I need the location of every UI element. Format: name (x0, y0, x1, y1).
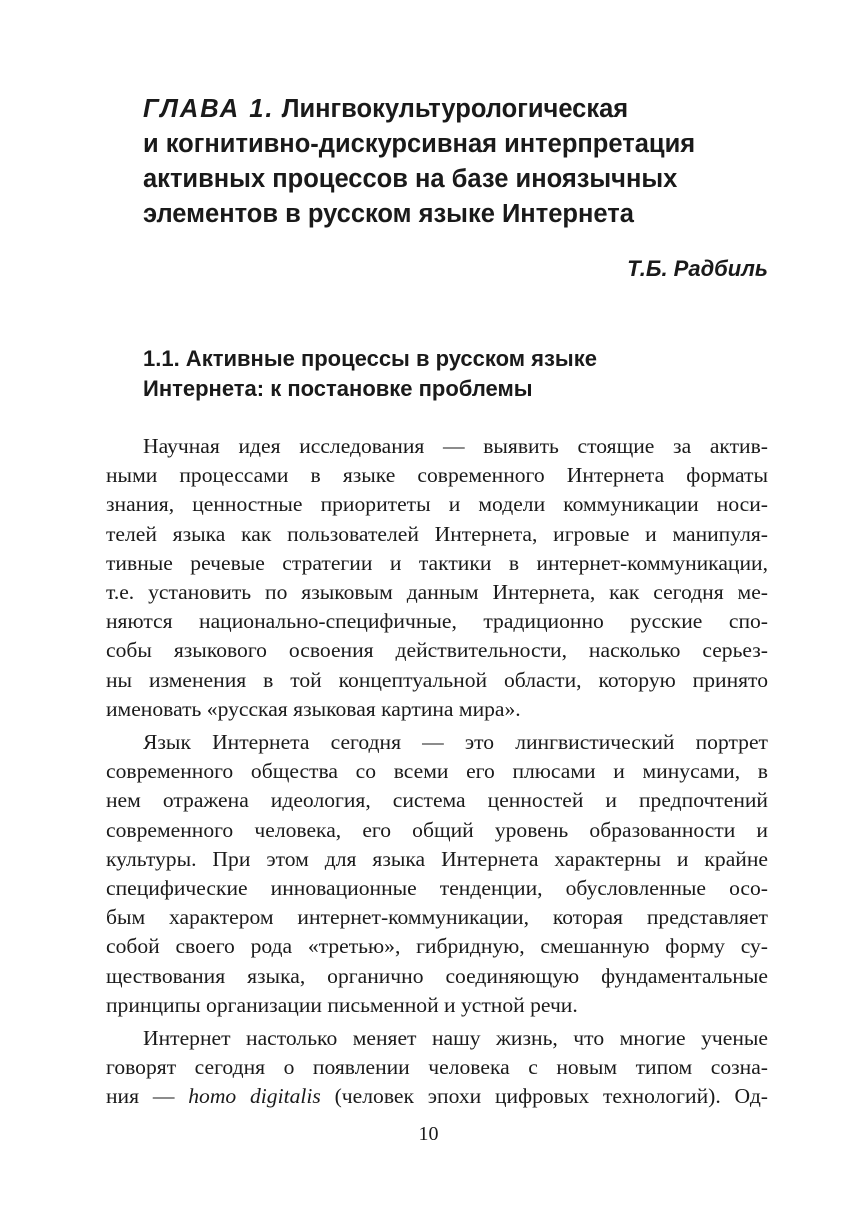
text-line: знания, ценностные приоритеты и модели коммуникации носи- (106, 492, 768, 517)
text-line: ны изменения в той концептуальной области, которую принято (106, 667, 768, 692)
text-line: современного общества со всеми его плюсами и минусами, в (106, 759, 768, 784)
text-line: тивные речевые стратегии и тактики в интернет-коммуникации, (106, 550, 768, 575)
text-line: культуры. При этом для языка Интернета характерны и крайне (106, 846, 768, 871)
text-line: Научная идея исследования — выявить стоящие за актив- (143, 434, 768, 458)
text-line: ными процессами в языке современного Интернета форматы (106, 463, 768, 488)
text-line: современного человека, его общий уровень образованности и (106, 817, 768, 842)
author-name: Т.Б. Радбиль (627, 256, 768, 281)
text-fragment: (человек эпохи цифровых технологий). Од- (320, 1084, 768, 1109)
chapter-label: ГЛАВА 1. (143, 95, 275, 123)
text-line: бым характером интернет-коммуникации, которая представляет (106, 905, 768, 930)
section-title (143, 344, 783, 404)
page-number: 10 (418, 1123, 439, 1145)
text-line: собы языкового освоения действительности, насколько серьез- (106, 638, 768, 663)
chapter-title-line: и когнитивно-дискурсивная интерпретация (143, 130, 696, 158)
text-line (106, 1082, 768, 1111)
text-line: собой своего рода «третью», гибридную, смешанную форму су- (106, 934, 768, 959)
text-line: специфические инновационные тенденции, обусловленные осо- (106, 876, 768, 901)
section-title-line: 1.1. Активные процессы в русском языке (143, 346, 597, 371)
text-fragment: ния — (106, 1084, 189, 1109)
body-text (106, 432, 768, 1116)
text-line: Язык Интернета сегодня — это лингвистический портрет (143, 730, 768, 755)
text-line: ществования языка, органично соединяющую фундаментальные (106, 963, 768, 988)
chapter-title-line: активных процессов на базе иноязычных (143, 165, 678, 193)
paragraph-1 (106, 432, 768, 724)
text-line: говорят сегодня о появлении человека с новым типом созна- (106, 1055, 768, 1080)
paragraph-2 (106, 728, 768, 1020)
italic-term: homo digitalis (188, 1084, 321, 1109)
text-line: принципы организации письменной и устной речи. (106, 992, 578, 1017)
text-line: именовать «русская языковая картина мира». (106, 696, 521, 721)
chapter-title-line: элементов в русском языке Интернета (143, 200, 634, 228)
chapter-title-line: Лингвокультурологическая (281, 95, 629, 123)
text-line: нем отражена идеология, система ценностей и предпочтений (106, 788, 768, 813)
text-line: т.е. установить по языковым данным Интернета, как сегодня ме- (106, 580, 768, 605)
section-title-line: Интернета: к постановке проблемы (143, 376, 533, 401)
text-line: телей языка как пользователей Интернета, игровые и манипуля- (106, 521, 768, 546)
text-line: няются национально-специфичные, традиционно русские спо- (106, 609, 768, 634)
paragraph-3 (106, 1024, 768, 1112)
text-line: Интернет настолько меняет нашу жизнь, что многие ученые (143, 1026, 768, 1051)
chapter-title (143, 92, 783, 232)
